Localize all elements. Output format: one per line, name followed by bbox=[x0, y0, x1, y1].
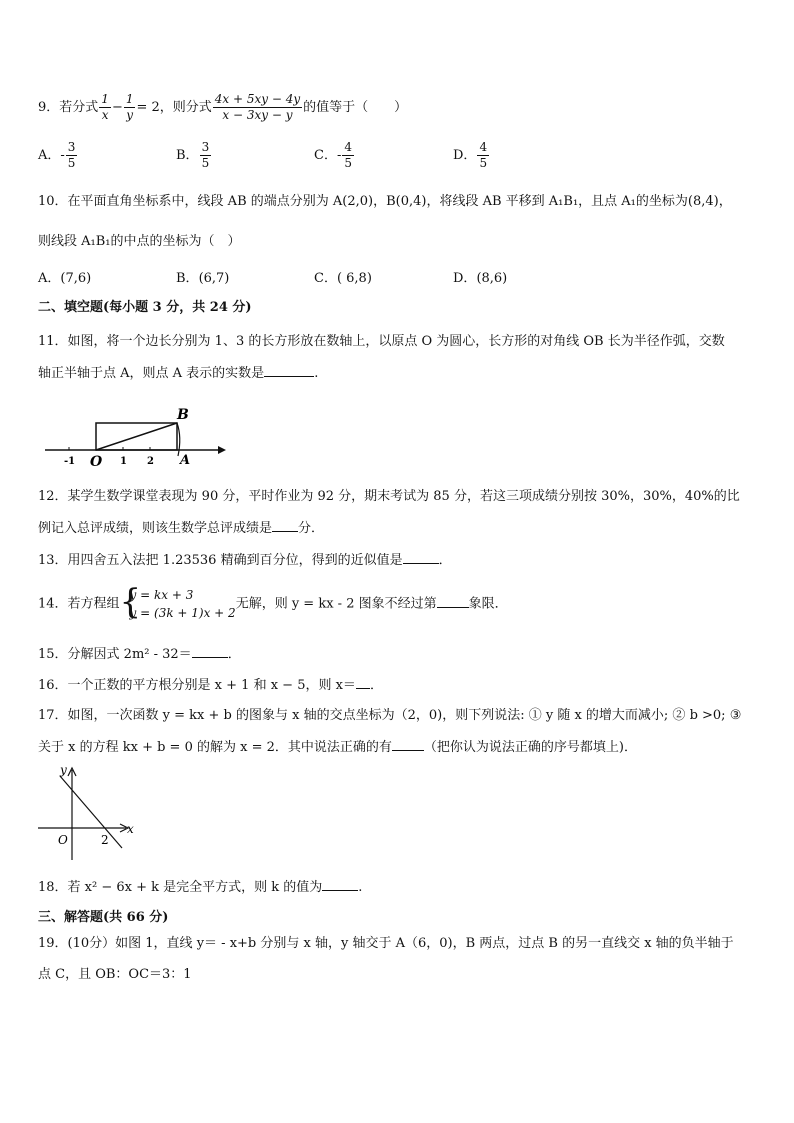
q13-end: ． bbox=[438, 553, 452, 568]
q9-f2-den: y bbox=[126, 108, 134, 122]
q16-end: ． bbox=[369, 678, 383, 693]
q19-line-2: 点 C，且 OB：OC＝3：1 bbox=[38, 967, 192, 982]
q9-option-a-frac bbox=[66, 140, 78, 171]
q9-number: 9． bbox=[38, 100, 60, 115]
q11-line-1: 11．如图，将一个边长分别为 1、3 的长方形放在数轴上，以原点 O 为圆心，长方形的对角线 OB 长为半径作弧，交数 bbox=[38, 334, 725, 349]
q9-option-a-sign: - bbox=[60, 148, 65, 163]
q9-f2-num: 1 bbox=[125, 92, 134, 106]
q9-option-b-label: B． bbox=[176, 148, 199, 163]
tick-label-1: 1 bbox=[120, 456, 127, 467]
label-o: O bbox=[58, 833, 68, 847]
label-o: O bbox=[90, 454, 103, 470]
q9-option-c-den: 5 bbox=[344, 156, 352, 170]
q14-row-2: y = (3k + 1)x + 2 bbox=[129, 606, 236, 620]
q18-text: 18．若 x² − 6x + k 是完全平方式，则 k 的值为 bbox=[38, 880, 323, 895]
q16-text: 16．一个正数的平方根分别是 x + 1 和 x − 5，则 x＝ bbox=[38, 678, 356, 693]
tick-label-minus-1: -1 bbox=[64, 456, 76, 467]
q18-end: . bbox=[358, 880, 363, 895]
q10-line-1: 10．在平面直角坐标系中，线段 AB 的端点分别为 A(2,0)，B(0,4)，将线段 AB 平移到 A₁B₁，且点 A₁的坐标为(8,4)， bbox=[38, 194, 732, 209]
question-16 bbox=[38, 676, 383, 695]
q9-option-c-label: C． bbox=[314, 148, 337, 163]
label-a: A bbox=[180, 453, 191, 468]
question-15 bbox=[38, 645, 241, 664]
q17-line-1: 17．如图，一次函数 y = kx + b 的图象与 x 轴的交点坐标为（2，0)，则下列说法: ① y 随 x 的增大而减小; ② b >0; ③ bbox=[38, 708, 742, 723]
q9-post: 的值等于（ ） bbox=[303, 100, 408, 115]
q9-option-b-den: 5 bbox=[201, 156, 210, 170]
q12-line-2-text: 例记入总评成绩，则该生数学总评成绩是 bbox=[38, 521, 273, 536]
q10-option-b-label: B． bbox=[176, 271, 199, 286]
q10-option-a-label: A． bbox=[38, 271, 61, 286]
question-14 bbox=[38, 582, 508, 622]
diagonal-ob bbox=[96, 423, 177, 450]
q12-line-2-end: 分． bbox=[298, 521, 325, 536]
q9-option-d-frac bbox=[477, 140, 489, 171]
q9-option-c bbox=[314, 140, 355, 171]
q9-fraction-1 bbox=[99, 92, 111, 123]
q15-text: 15．分解因式 2m² - 32＝ bbox=[38, 647, 192, 662]
q9-f3-den: x − 3xy − y bbox=[222, 108, 293, 122]
q10-option-d-label: D． bbox=[453, 271, 477, 286]
q9-f1-num: 1 bbox=[101, 92, 109, 106]
question-18 bbox=[38, 878, 362, 897]
q9-pre: 若分式 bbox=[59, 100, 99, 115]
q10-option-c-label: C． bbox=[314, 271, 337, 286]
q14-brace: { bbox=[119, 582, 142, 622]
q9-option-d-den: 5 bbox=[479, 156, 488, 170]
q9-minus: − bbox=[111, 100, 123, 115]
q10-option-d-text: (8,6) bbox=[476, 271, 508, 286]
q11-line-2-text: 轴正半轴于点 A，则点 A 表示的实数是 bbox=[38, 366, 265, 381]
q17-line-2 bbox=[38, 738, 637, 757]
q9-f3-num: 4x + 5xy − 4y bbox=[214, 92, 301, 106]
q10-option-c bbox=[314, 270, 372, 288]
q12-line-1: 12．某学生数学课堂表现为 90 分，平时作业为 92 分，期末考试为 85 分，若这三项成绩分别按 30%，30%，40%的比 bbox=[38, 489, 740, 504]
q9-option-b-frac bbox=[200, 140, 212, 171]
tick-label-2: 2 bbox=[147, 456, 154, 467]
q9-option-a-label: A． bbox=[38, 148, 61, 163]
q10-option-c-text: ( 6,8) bbox=[336, 271, 372, 286]
q14-mid: 无解，则 y = kx - 2 图象不经过第 bbox=[235, 596, 437, 612]
q10-option-b bbox=[176, 270, 229, 288]
q13-text: 13．用四舍五入法把 1.23536 精确到百分位，得到的近似值是 bbox=[38, 553, 403, 568]
question-13 bbox=[38, 551, 452, 570]
q9-option-c-num: 4 bbox=[344, 140, 352, 154]
label-y: y bbox=[60, 763, 67, 777]
q12-line-2 bbox=[38, 519, 324, 538]
q14-equation-system bbox=[119, 582, 236, 622]
q14-row-1: y = kx + 3 bbox=[129, 588, 194, 602]
q9-fraction-3 bbox=[213, 92, 302, 123]
q17-line-2-text: 关于 x 的方程 kx + b = 0 的解为 x = 2．其中说法正确的有 bbox=[38, 740, 392, 755]
q14-pre: 14．若方程组 bbox=[38, 596, 120, 612]
q9-option-c-frac bbox=[342, 140, 354, 171]
label-b: B bbox=[177, 407, 189, 423]
q10-option-a-text: (7,6) bbox=[60, 271, 92, 286]
q9-option-a-den: 5 bbox=[67, 156, 76, 170]
q11-line-2 bbox=[38, 364, 318, 383]
q10-line-2: 则线段 A₁B₁的中点的坐标为（ ） bbox=[38, 234, 241, 249]
q16-answer-blank[interactable] bbox=[356, 676, 370, 689]
q9-option-d bbox=[453, 140, 490, 171]
q18-answer-blank[interactable] bbox=[322, 878, 358, 891]
q9-option-c-sign: - bbox=[336, 148, 342, 163]
q9-option-a-num: 3 bbox=[67, 140, 76, 154]
label-x: x bbox=[127, 822, 134, 836]
q9-option-d-num: 4 bbox=[479, 140, 488, 154]
q10-option-b-text: (6,7) bbox=[198, 271, 230, 286]
q17-figure bbox=[34, 760, 144, 866]
label-2: 2 bbox=[101, 833, 109, 847]
q13-answer-blank[interactable] bbox=[403, 551, 439, 564]
q9-fraction-2 bbox=[124, 92, 136, 123]
q10-option-d bbox=[453, 270, 507, 288]
q11-figure bbox=[40, 404, 230, 470]
q9-option-b-num: 3 bbox=[201, 140, 210, 154]
q12-answer-blank[interactable] bbox=[272, 519, 298, 532]
q9-option-a bbox=[38, 140, 78, 171]
number-line-arrow bbox=[218, 446, 226, 454]
q11-answer-blank[interactable] bbox=[264, 364, 314, 377]
function-line bbox=[60, 776, 122, 848]
section-2-heading: 二、填空题(每小题 3 分，共 24 分) bbox=[38, 300, 252, 315]
q19-line-1: 19．(10分）如图 1，直线 y＝ - x+b 分别与 x 轴，y 轴交于 A（6，0)，B 两点，过点 B 的另一直线交 x 轴的负半轴于 bbox=[38, 936, 734, 951]
q11-line-2-end: . bbox=[314, 366, 319, 381]
q9-option-b bbox=[176, 140, 212, 171]
q17-line-2-end: （把你认为说法正确的序号都填上)． bbox=[423, 740, 637, 755]
q9-option-d-label: D． bbox=[453, 148, 477, 163]
q15-end: ． bbox=[227, 647, 241, 662]
q15-answer-blank[interactable] bbox=[192, 645, 228, 658]
question-9 bbox=[38, 92, 407, 123]
q10-option-a bbox=[38, 270, 91, 288]
q17-answer-blank[interactable] bbox=[392, 738, 424, 751]
q9-f1-den: x bbox=[101, 108, 109, 122]
q14-end: 象限． bbox=[468, 596, 508, 612]
section-3-heading: 三、解答题(共 66 分) bbox=[38, 910, 169, 925]
q9-eq: = 2，则分式 bbox=[136, 100, 212, 115]
q14-answer-blank[interactable] bbox=[437, 595, 469, 608]
